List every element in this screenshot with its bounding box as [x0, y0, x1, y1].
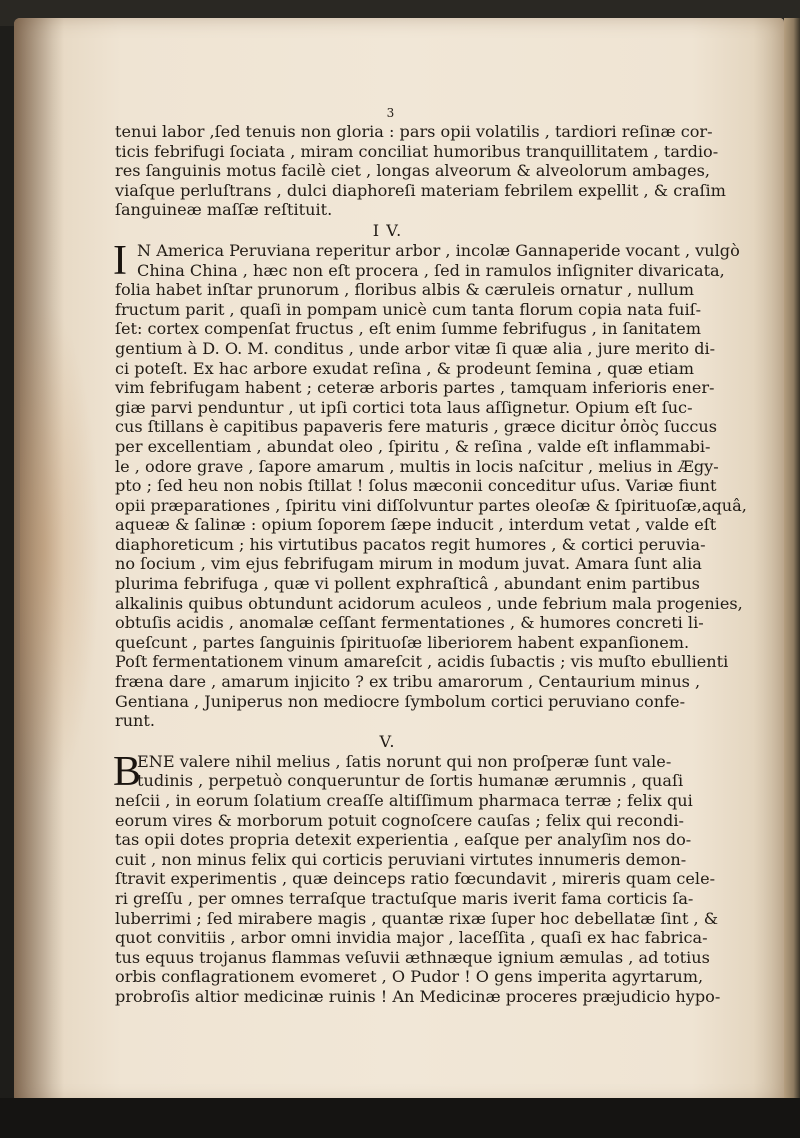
text-line: no ſocium , vim ejus febrifugam mirum in modum juvat. Amara ſunt alia [115, 554, 702, 574]
text-line: ſanguineæ maſſæ reſtituit. [115, 200, 333, 220]
text-line: Poſt fermentationem vinum amareſcit , acidis ſubactis ; vis muſto ebullienti [115, 652, 729, 672]
text-line: gentium à D. O. M. conditus , unde arbor vitæ ſi quæ alia , jure merito di- [115, 338, 716, 358]
text-line: tas opii dotes propria detexit experientia , eaſque per analyſim nos do- [115, 830, 692, 850]
text-line: N America Peruviana reperitur arbor , incolæ Gannaperide vocant , vulgò [137, 240, 740, 260]
text-line: res ſanguinis motus facilè ciet , longas alveorum & alveolorum ambages, [115, 161, 711, 181]
text-line: China China , hæc non eſt procera , ſed in ramulos inſigniter divaricata, [137, 260, 725, 280]
text-line: giæ parvi penduntur , ut ipſi cortici tota laus aſſignetur. Opium eſt ſuc- [115, 397, 693, 417]
text-line: orbis conflagrationem evomeret , O Pudor ! O gens imperita agyrtarum, [115, 967, 704, 987]
text-line: probroſis altior medicinæ ruinis ! An Medicinæ proceres præjudicio hypo- [115, 986, 721, 1006]
text-line: ſet: cortex compenſat fructus , eſt enim ſumme febrifugus , in ſanitatem [115, 319, 702, 339]
drop-cap-i: I [113, 237, 127, 284]
text-line: opii præparationes , ſpiritu vini diſſolvuntur partes oleoſæ & ſpirituoſæ,aquâ, [115, 495, 747, 515]
page-edge [784, 18, 800, 1104]
text-line: ri greſſu , per omnes terraſque tractuſque maris iverit fama corticis ſa- [115, 888, 694, 908]
paragraph-3 [113, 748, 721, 1007]
section-v [113, 748, 721, 1007]
section-heading-v: V. [379, 731, 396, 751]
text-line: cus ſtillans è capitibus papaveris fere maturis , græce dicitur ὀπὸς ſuccus [115, 417, 717, 437]
text-line: ENE valere nihil melius , ſatis norunt qui non proſperæ ſunt vale- [137, 751, 672, 771]
page-text [113, 106, 747, 1007]
text-line: ci poteſt. Ex hac arbore exudat reſina , & prodeunt ſemina , quæ etiam [115, 358, 694, 378]
text-line: luberrimi ; ſed mirabere magis , quantæ rixæ ſuper hoc debellatæ ſint , & [115, 908, 719, 928]
text-line: cuit , non minus felix qui corticis peruviani virtutes innumeris demon- [115, 849, 687, 869]
text-line: obtuſis acidis , anomalæ ceſſant fermentationes , & humores concreti li- [115, 613, 704, 633]
text-line: alkalinis quibus obtundunt acidorum aculeos , unde febrium mala progenies, [115, 593, 743, 613]
text-line: fræna dare , amarum injicito ? ex tribu amarorum , Centaurium minus , [115, 672, 701, 692]
page-stain [20, 300, 100, 800]
paragraph-2 [113, 237, 747, 731]
text-line: ſtravit experimentis , quæ deinceps ratio fœcundavit , mireris quam cele- [115, 869, 716, 889]
page-number: 3 [386, 106, 395, 120]
text-line: tenui labor ,ſed tenuis non gloria : pars opii volatilis , tardiori reſinæ cor- [115, 122, 713, 141]
text-line: eorum vires & morborum potuit cognoſcere cauſas ; felix qui recondi- [115, 810, 684, 830]
text-line: runt. [115, 711, 156, 731]
text-line: tus equus trojanus flammas veſuvii æthnæque ignium æmulas , ad totius [115, 947, 710, 967]
text-line: Gentiana , Juniperus non mediocre ſymbolum cortici peruviano confe- [115, 691, 686, 711]
text-line: neſcii , in eorum ſolatium creaſſe altiſſimum pharmaca terræ ; felix qui [115, 791, 693, 810]
text-line: le , odore grave , ſapore amarum , multis in locis naſcitur , melius in Ægy- [115, 456, 719, 476]
text-line: quot convitiis , arbor omni invidia major , laceſſita , quaſi ex hac fabrica- [115, 928, 708, 948]
drop-cap-b: B [113, 748, 142, 795]
text-line: queſcunt , partes ſanguinis ſpirituoſæ liberiorem habent expanſionem. [115, 632, 690, 652]
section-iv [113, 237, 747, 731]
text-line: vim febrifugam habent ; ceteræ arboris partes , tamquam inferioris ener- [115, 378, 715, 398]
text-line: aqueæ & ſalinæ : opium ſoporem ſæpe inducit , interdum vetat , valde eſt [115, 515, 717, 535]
text-line: plurima febrifuga , quæ vi pollent exphraſticâ , abundant enim partibus [115, 574, 700, 594]
section-heading-iv: I V. [372, 220, 403, 240]
paragraph-1 [115, 122, 726, 220]
text-line: viaſque perluſtrans , dulci diaphoreſi materiam febrilem expellit , & craſim [115, 180, 726, 200]
text-line: per excellentiam , abundat oleo , ſpiritu , & reſina , valde eſt inflammabi- [115, 436, 711, 456]
text-line: pto ; ſed heu non nobis ſtillat ! ſolus mæconii conceditur uſus. Variæ fiunt [115, 476, 717, 496]
text-line: tudinis , perpetuò conqueruntur de ſortis humanæ ærumnis , quaſi [137, 771, 684, 791]
book-cover-bottom [0, 1098, 800, 1138]
text-line: diaphoreticum ; his virtutibus pacatos regit humores , & cortici peruvia- [115, 534, 706, 554]
text-line: ticis febrifugi ſociata , miram conciliat humoribus tranquillitatem , tardio- [115, 141, 719, 161]
text-line: folia habet inſtar prunorum , floribus albis & cæruleis ornatur , nullum [115, 280, 695, 300]
text-line: fructum parit , quaſi in pompam unicè cum tanta florum copia nata fuiſ- [115, 299, 702, 319]
